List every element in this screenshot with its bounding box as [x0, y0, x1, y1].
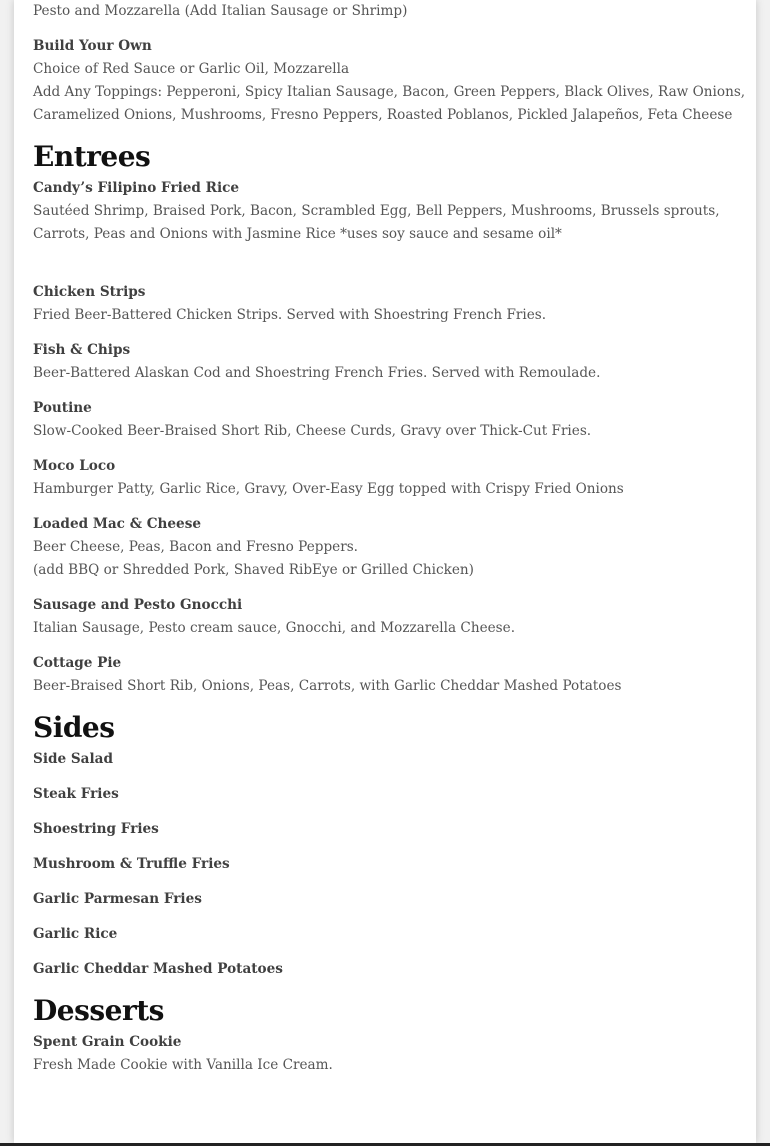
section-heading-desserts: Desserts [33, 994, 164, 1027]
item-name: Moco Loco [33, 458, 116, 474]
item-name: Candy’s Filipino Fried Rice [33, 180, 240, 196]
item-name: Cottage Pie [33, 655, 122, 671]
side-item: Garlic Rice [33, 926, 118, 942]
item-description: Hamburger Patty, Garlic Rice, Gravy, Over-Easy Egg topped with Crispy Fried Onions [33, 481, 624, 497]
item-name: Poutine [33, 400, 92, 416]
item-description: Fried Beer-Battered Chicken Strips. Served with Shoestring French Fries. [33, 307, 547, 323]
side-item: Garlic Parmesan Fries [33, 891, 202, 907]
menu-item [33, 594, 743, 640]
item-description: Beer-Braised Short Rib, Onions, Peas, Carrots, with Garlic Cheddar Mashed Potatoes [33, 678, 622, 694]
item-name: Loaded Mac & Cheese [33, 516, 201, 532]
item-description: Caramelized Onions, Mushrooms, Fresno Peppers, Roasted Poblanos, Pickled Jalapeños, Feta Cheese [33, 107, 733, 123]
item-name: Chicken Strips [33, 284, 146, 300]
item-description: Fresh Made Cookie with Vanilla Ice Cream. [33, 1057, 333, 1073]
menu-content [33, 0, 746, 1089]
side-item: Side Salad [33, 751, 113, 767]
item-description: Italian Sausage, Pesto cream sauce, Gnocchi, and Mozzarella Cheese. [33, 620, 516, 636]
item-name: Fish & Chips [33, 342, 131, 358]
item-description: Carrots, Peas and Onions with Jasmine Rice *uses soy sauce and sesame oil* [33, 226, 562, 242]
menu-item [33, 177, 743, 269]
menu-item [33, 652, 743, 698]
section-heading-sides: Sides [33, 711, 115, 744]
menu-item [33, 1031, 743, 1077]
item-description: Beer Cheese, Peas, Bacon and Fresno Peppers. [33, 539, 358, 555]
menu-item [33, 455, 743, 501]
menu-item-build-your-own [33, 35, 746, 127]
menu-page [14, 0, 756, 1143]
item-name: Build Your Own [33, 38, 152, 54]
spacer [33, 246, 743, 269]
side-item: Garlic Cheddar Mashed Potatoes [33, 961, 283, 977]
side-item: Steak Fries [33, 786, 119, 802]
item-description: (add BBQ or Shredded Pork, Shaved RibEye or Grilled Chicken) [33, 562, 474, 578]
menu-item [33, 281, 743, 327]
item-name: Spent Grain Cookie [33, 1034, 182, 1050]
item-description: Add Any Toppings: Pepperoni, Spicy Italian Sausage, Bacon, Green Peppers, Black Olives, Raw Onions, [33, 84, 746, 100]
item-description: Beer-Battered Alaskan Cod and Shoestring French Fries. Served with Remoulade. [33, 365, 601, 381]
item-description: Slow-Cooked Beer-Braised Short Rib, Cheese Curds, Gravy over Thick-Cut Fries. [33, 423, 592, 439]
menu-item [33, 339, 743, 385]
section-heading-entrees: Entrees [33, 140, 151, 173]
item-description: Choice of Red Sauce or Garlic Oil, Mozzarella [33, 61, 350, 77]
item-name: Sausage and Pesto Gnocchi [33, 597, 243, 613]
side-item: Mushroom & Truffle Fries [33, 856, 230, 872]
item-description: Sautéed Shrimp, Braised Pork, Bacon, Scrambled Egg, Bell Peppers, Mushrooms, Brussels sprouts, [33, 203, 720, 219]
menu-item [33, 397, 743, 443]
menu-item-pizza-previous [33, 0, 743, 23]
menu-item [33, 513, 743, 582]
item-description: Pesto and Mozzarella (Add Italian Sausage or Shrimp) [33, 3, 408, 19]
side-item: Shoestring Fries [33, 821, 159, 837]
